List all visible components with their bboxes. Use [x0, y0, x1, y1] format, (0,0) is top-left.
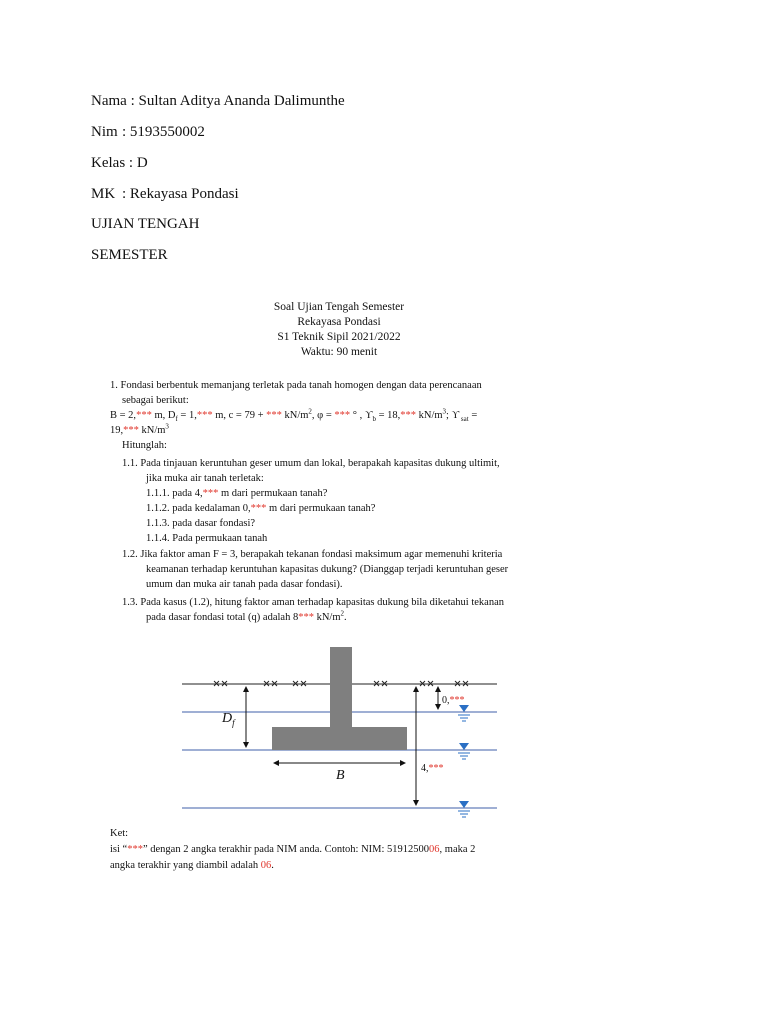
water-table-symbol-3 — [458, 801, 470, 817]
data-gsat-unit: kN/m — [138, 425, 166, 436]
isi-line1 — [110, 842, 475, 857]
data-df: m, D — [151, 410, 176, 421]
data-gb-unit: kN/m — [416, 410, 443, 421]
sub-b: b — [372, 415, 376, 424]
label-depth-0: 0,*** — [442, 695, 465, 706]
label-df: $D_f$ — [222, 711, 235, 728]
data-b: B = 2, — [110, 410, 137, 421]
q112-text-end: m dari permukaan tanah? — [266, 503, 376, 514]
stars: *** — [250, 503, 267, 514]
water-table-symbol-1 — [458, 705, 470, 721]
exam-program: S1 Teknik Sipil 2021/2022 — [277, 331, 401, 343]
stars: *** — [196, 410, 213, 421]
data-gsat: ; ϒ — [446, 410, 460, 421]
sub-f: f — [175, 415, 178, 424]
q1-2-line2: keamanan terhadap keruntuhan kapasitas dukung? (Dianggap terjadi keruntuhan geser — [146, 564, 509, 575]
data-gsat-eq: = — [468, 410, 478, 421]
isi-example-digits: 06 — [429, 844, 440, 855]
isi-result-digits: 06 — [260, 860, 272, 871]
stars: *** — [400, 410, 416, 421]
stars: *** — [266, 410, 282, 421]
stars: *** — [298, 612, 314, 623]
exam-title: Soal Ujian Tengah Semester — [273, 301, 405, 313]
q1-1-line1: 1.1. Pada tinjauan keruntuhan geser umum dan lokal, berapakah kapasitas dukung ultimit, — [122, 458, 500, 469]
isi-text-g: . — [271, 860, 274, 871]
sup-2: 2 — [308, 407, 312, 416]
q112-text: 1.1.2. pada kedalaman 0, — [146, 503, 251, 514]
q13-text: pada dasar fondasi total (q) adalah 8 — [146, 612, 299, 623]
data-phi: , φ = — [311, 410, 335, 421]
q111-text: 1.1.1. pada 4, — [146, 488, 203, 499]
water-table-symbol-2 — [458, 743, 470, 759]
isi-text-e: angka terakhir yang diambil adalah — [110, 860, 261, 871]
stars: *** — [123, 425, 139, 436]
sup-3: 3 — [165, 422, 169, 431]
q13-end: . — [344, 612, 347, 623]
exam-heading-line1: UJIAN TENGAH — [91, 216, 200, 232]
ket-label: Ket: — [110, 828, 129, 839]
nim-value: : 5193550002 — [122, 124, 205, 140]
data-df-val: = 1, — [177, 410, 197, 421]
student-class: Kelas : D — [91, 155, 148, 171]
q1-line2: sebagai berikut: — [122, 395, 189, 406]
stars: *** — [136, 410, 152, 421]
label-b: B — [336, 768, 345, 783]
sub-sat: sat — [459, 415, 469, 424]
q1-1-line2: jika muka air tanah terletak: — [146, 473, 264, 484]
data-gb: = 18, — [375, 410, 401, 421]
data-c: m, c = 79 + — [212, 410, 267, 421]
mk-label: MK — [91, 186, 116, 202]
data-phi-unit: ° , ϒ — [350, 410, 373, 421]
q111-text-end: m dari permukaan tanah? — [218, 488, 328, 499]
q1-1-4: 1.1.4. Pada permukaan tanah — [146, 533, 268, 544]
sup-2: 2 — [340, 609, 344, 618]
mk-value: : Rekayasa Pondasi — [122, 186, 239, 202]
stars: *** — [334, 410, 351, 421]
q1-1-3: 1.1.3. pada dasar fondasi? — [146, 518, 256, 529]
stars: *** — [127, 844, 143, 855]
data-c-unit: kN/m — [281, 410, 309, 421]
nim-label: Nim — [91, 124, 118, 140]
footing-base — [272, 727, 407, 750]
q1-2-line3: umum dan muka air tanah pada dasar fondasi). — [146, 579, 343, 590]
isi-line2 — [110, 858, 274, 873]
sup-3: 3 — [442, 407, 447, 416]
footing-column — [330, 647, 352, 729]
isi-text-a: isi “ — [110, 844, 128, 855]
q1-2-line1: 1.2. Jika faktor aman F = 3, berapakah tekanan fondasi maksimum agar memenuhi kriteria — [122, 549, 503, 560]
q1-3-line1: 1.3. Pada kasus (1.2), hitung faktor aman terhadap kapasitas dukung bila diketahui tekanan — [122, 597, 504, 608]
label-depth-4: 4,*** — [421, 763, 444, 774]
exam-course: Rekayasa Pondasi — [297, 316, 381, 328]
data-gsat-val: 19, — [110, 425, 124, 436]
isi-text-d: , maka 2 — [439, 844, 476, 855]
q13-unit: kN/m — [313, 612, 341, 623]
stars: *** — [202, 488, 219, 499]
exam-duration: Waktu: 90 menit — [300, 346, 378, 358]
isi-text-b: ” dengan 2 angka terakhir pada NIM anda. Contoh: NIM: 51912500 — [142, 844, 430, 855]
q1-line1: 1. Fondasi berbentuk memanjang terletak pada tanah homogen dengan data perencanaan — [110, 380, 482, 391]
hitunglah: Hitunglah: — [122, 440, 167, 451]
exam-heading-line2: SEMESTER — [91, 247, 168, 263]
student-name: Nama : Sultan Aditya Ananda Dalimunthe — [91, 93, 345, 109]
